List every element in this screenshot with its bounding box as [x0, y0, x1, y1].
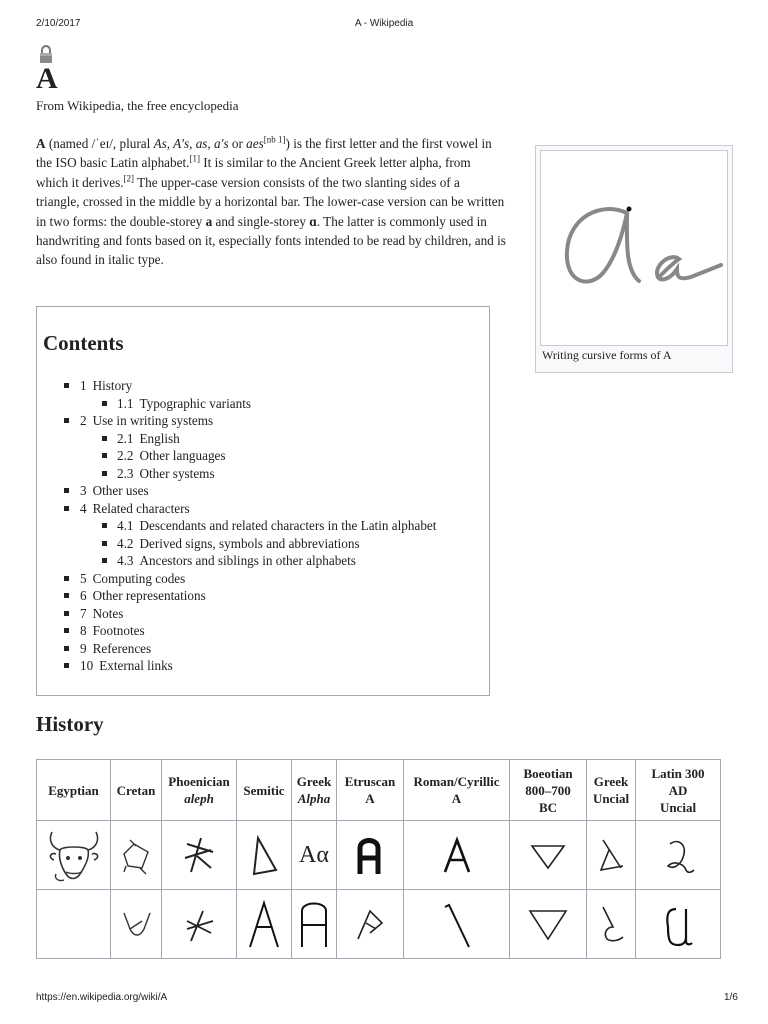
- cretan-glyph-1: [111, 821, 162, 890]
- toc-item-number: 7: [80, 605, 87, 621]
- toc-item-label: External links: [99, 658, 173, 673]
- toc-item-number: 4: [80, 500, 87, 516]
- cursive-figure: [535, 145, 733, 373]
- greek-glyph-2: [292, 890, 337, 959]
- intro-plurals: As, A's, as, a's: [153, 136, 229, 151]
- toc-item-7[interactable]: [37, 605, 436, 623]
- toc-item-4-2[interactable]: [37, 535, 436, 553]
- toc-item-label: English: [139, 430, 180, 446]
- toc-item-3[interactable]: [37, 482, 436, 500]
- toc-item-2-2[interactable]: [37, 447, 436, 465]
- intro-text: and single-storey: [212, 213, 310, 229]
- ref-nb1-link[interactable]: [nb 1]: [263, 134, 286, 145]
- col-egyptian: Egyptian: [37, 760, 111, 821]
- toc-item-4-1[interactable]: [37, 517, 436, 535]
- toc-item-number: 1.1: [117, 395, 134, 411]
- toc-item-label: History: [92, 378, 133, 393]
- intro-aes: aes: [246, 136, 264, 151]
- intro-text: or: [228, 136, 247, 151]
- ref-1-link[interactable]: [1]: [189, 154, 200, 165]
- toc-item-label: Computing codes: [92, 570, 186, 586]
- greek-alpha-glyph: Αα: [292, 821, 337, 890]
- page-subtitle: From Wikipedia, the free encyclopedia: [36, 98, 239, 113]
- col-latin-uncial: Latin 300 AD Uncial: [636, 760, 721, 821]
- toc-item-number: 2.1: [117, 430, 134, 446]
- lock-icon: [38, 44, 54, 64]
- roman-cyrillic-glyph-2: [404, 890, 510, 959]
- history-glyph-row-1: [37, 821, 721, 890]
- toc-item-label: Other systems: [139, 465, 215, 481]
- toc-item-label: Typographic variants: [139, 395, 251, 411]
- history-table: [36, 759, 721, 959]
- toc-item-number: 4.1: [117, 518, 134, 533]
- toc-item-number: 2.3: [117, 465, 134, 481]
- toc-item-label: Ancestors and siblings in other alphabets: [139, 553, 356, 568]
- figure-caption: Writing cursive forms of A: [542, 348, 672, 362]
- toc-item-10[interactable]: [37, 657, 436, 675]
- toc-item-6[interactable]: [37, 587, 436, 605]
- col-greek-uncial: Greek Uncial: [587, 760, 636, 821]
- boeotian-glyph-1: [510, 821, 587, 890]
- print-page-title: A - Wikipedia: [354, 18, 414, 29]
- intro-text: The upper-case version consists of the two slanting sides of a triangle, crossed in the middle by a horizontal bar. The lower-case version can be written in two forms: the double-storey: [36, 174, 505, 229]
- col-semitic: Semitic: [237, 760, 292, 821]
- intro-paragraph: [36, 134, 506, 270]
- toc-item-number: 10: [80, 658, 94, 673]
- page-title: A: [36, 62, 58, 95]
- toc-item-label: Other representations: [92, 588, 206, 603]
- col-greek-alpha: Greek Alpha: [292, 760, 337, 821]
- phoenician-aleph-glyph-1: [162, 821, 237, 890]
- toc-item-label: Descendants and related characters in the Latin alphabet: [139, 518, 437, 533]
- col-cretan: Cretan: [111, 760, 162, 821]
- toc-item-number: 4.2: [117, 535, 134, 551]
- history-header-row: [37, 760, 721, 821]
- toc-item-5[interactable]: [37, 570, 436, 588]
- col-roman-cyrillic: Roman/Cyrillic A: [404, 760, 510, 821]
- latin-uncial-glyph-1: [636, 821, 721, 890]
- roman-cyrillic-glyph-1: [404, 821, 510, 890]
- egyptian-empty-cell: [37, 890, 111, 959]
- toc-item-label: Notes: [92, 605, 124, 621]
- intro-bold-a: A: [36, 136, 46, 151]
- toc-list: [37, 377, 436, 675]
- intro-text: (named /ˈeɪ/, plural: [45, 136, 154, 151]
- table-of-contents: [36, 306, 490, 696]
- toc-item-number: 2.2: [117, 448, 134, 463]
- intro-text: It is similar to the Ancient Greek letter alpha, from which it derives.: [36, 155, 471, 190]
- greek-uncial-glyph-1: [587, 821, 636, 890]
- history-glyph-row-2: [37, 890, 721, 959]
- toc-item-2[interactable]: [37, 412, 436, 430]
- toc-title: Contents: [43, 331, 124, 355]
- intro-text: ) is the first letter and the first vowel in the ISO basic Latin alphabet.: [36, 136, 492, 171]
- col-etruscan: Etruscan A: [337, 760, 404, 821]
- intro-text: . The latter is commonly used in handwriting and fonts based on it, especially fonts intended to be read by children, and is also found in italic type.: [36, 213, 506, 268]
- cretan-glyph-2: [111, 890, 162, 959]
- ref-2-link[interactable]: [2]: [123, 173, 135, 184]
- toc-item-label: Related characters: [92, 500, 190, 516]
- intro-a-single: ɑ: [309, 213, 317, 229]
- history-heading: History: [36, 712, 104, 736]
- toc-item-label: Other uses: [92, 483, 149, 498]
- toc-item-number: 9: [80, 640, 87, 656]
- semitic-glyph-2: [237, 890, 292, 959]
- col-phoenician: Phoenician aleph: [162, 760, 237, 821]
- latin-uncial-glyph-2: [636, 890, 721, 959]
- toc-item-label: Other languages: [139, 448, 226, 463]
- toc-item-label: Derived signs, symbols and abbreviations: [139, 535, 360, 551]
- boeotian-glyph-2: [510, 890, 587, 959]
- toc-item-1-1[interactable]: [37, 395, 436, 413]
- print-url: https://en.wikipedia.org/wiki/A: [36, 992, 168, 1003]
- toc-item-label: Footnotes: [92, 623, 145, 638]
- print-page-number: 1/6: [724, 992, 738, 1003]
- toc-item-label: Use in writing systems: [92, 413, 214, 428]
- toc-item-number: 8: [80, 623, 87, 638]
- toc-item-number: 1: [80, 378, 87, 393]
- etruscan-glyph-2: [337, 890, 404, 959]
- etruscan-glyph-1: [337, 821, 404, 890]
- intro-a-double: a: [205, 213, 213, 229]
- toc-item-label: References: [92, 640, 152, 656]
- print-date: 2/10/2017: [36, 18, 81, 29]
- toc-item-number: 5: [80, 570, 87, 586]
- toc-item-2-3[interactable]: [37, 465, 436, 483]
- toc-item-number: 6: [80, 588, 87, 603]
- toc-item-number: 2: [80, 413, 87, 428]
- toc-item-4[interactable]: [37, 500, 436, 518]
- toc-item-8[interactable]: [37, 622, 436, 640]
- toc-item-2-1[interactable]: [37, 430, 436, 448]
- toc-item-9[interactable]: [37, 640, 436, 658]
- col-boeotian: Boeotian 800–700 BC: [510, 760, 587, 821]
- egyptian-ox-head-glyph: [37, 821, 111, 890]
- toc-item-1[interactable]: [37, 377, 436, 395]
- greek-uncial-glyph-2: [587, 890, 636, 959]
- toc-item-number: 3: [80, 483, 87, 498]
- toc-item-number: 4.3: [117, 553, 134, 568]
- cursive-a-image[interactable]: [540, 150, 728, 346]
- phoenician-aleph-glyph-2: [162, 890, 237, 959]
- toc-item-4-3[interactable]: [37, 552, 436, 570]
- semitic-glyph-1: [237, 821, 292, 890]
